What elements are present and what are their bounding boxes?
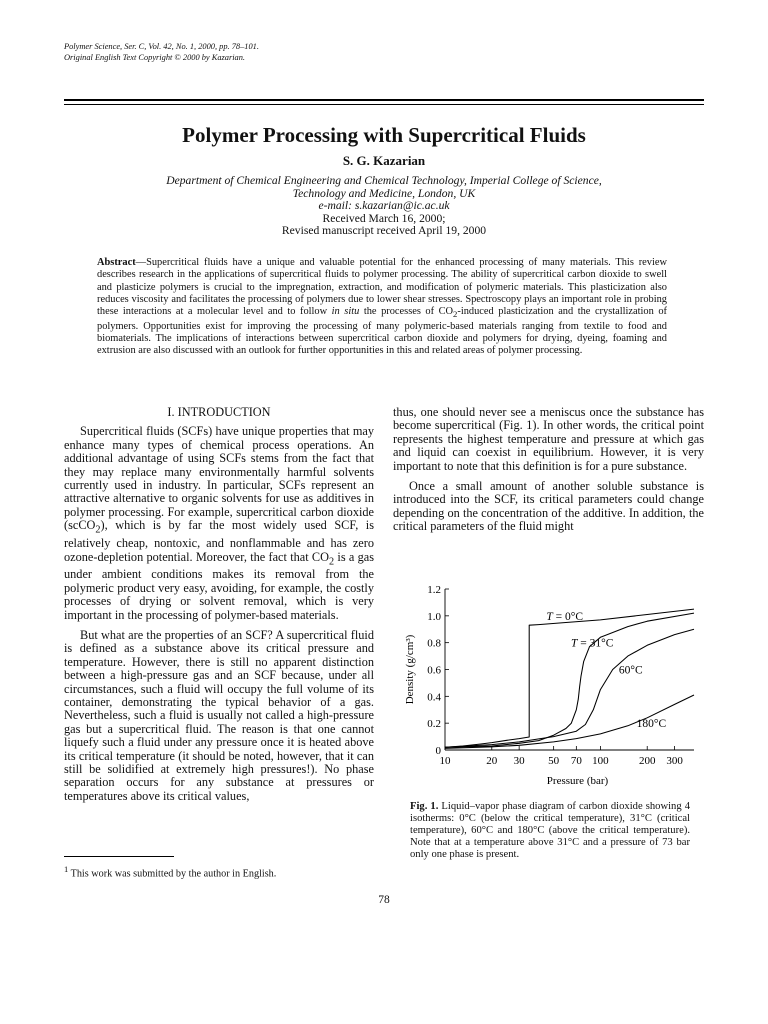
affiliation-line-1: Department of Chemical Engineering and Chemical Technology, Imperial College of Science, — [166, 174, 602, 187]
abstract-in-situ: in situ — [331, 306, 360, 318]
right-paragraph-1: thus, one should never see a meniscus once the substance has become supercritical (Fig. 1). In other words, the critical point represents the highest temperature and pressure at which gas and liquid can coexist in equilibrium. However, it is very important to note that this definition is for a pure substance. — [393, 405, 704, 473]
figure-caption — [410, 801, 690, 861]
x-tick-label: 100 — [592, 755, 609, 767]
isotherm-label-3: 60°C — [618, 664, 643, 677]
x-tick-label: 70 — [570, 755, 582, 767]
isotherm-label-1: T = 0°C — [546, 610, 584, 623]
y-tick-label: 0.8 — [427, 637, 441, 650]
affiliation-block — [120, 175, 648, 238]
footnote-rule — [64, 856, 174, 857]
copyright-line: Original English Text Copyright © 2000 by Kazarian. — [64, 52, 246, 62]
journal-header — [64, 42, 259, 63]
x-tick-label: 300 — [666, 755, 683, 767]
x-tick-label: 20 — [486, 755, 498, 767]
isotherm-label-4: 180°C — [636, 718, 667, 731]
intro-p1-sub-2: 2 — [329, 555, 335, 567]
author-email: e-mail: s.kazarian@ic.ac.uk — [318, 199, 450, 213]
abstract-subscript: 2 — [453, 309, 458, 320]
abstract-text-2: the processes of CO — [359, 306, 454, 318]
y-tick-label: 1.2 — [427, 584, 441, 596]
x-tick-label: 10 — [439, 755, 451, 767]
figure-label: Fig. 1. — [410, 801, 439, 812]
footnote-text: This work was submitted by the author in English. — [68, 868, 277, 880]
section-heading: I. INTRODUCTION — [167, 405, 271, 419]
y-tick-label: 0.4 — [427, 691, 441, 704]
journal-citation: Polymer Science, Ser. C, Vol. 42, No. 1, 2000, pp. 78–101. — [64, 42, 259, 51]
y-axis-label: Density (g/cm³) — [404, 634, 416, 705]
right-column — [393, 406, 704, 541]
x-axis-label: Pressure (bar) — [546, 775, 609, 787]
phase-diagram-svg — [393, 578, 704, 798]
x-tick-label: 50 — [548, 755, 560, 767]
paper-title: Polymer Processing with Supercritical Fluids — [182, 123, 586, 147]
page-number: 78 — [378, 894, 390, 906]
author-name: S. G. Kazarian — [342, 153, 426, 168]
intro-p1-sub: 2 — [95, 524, 101, 536]
received-date: Received March 16, 2000; — [322, 211, 446, 225]
figure-caption-text: Liquid–vapor phase diagram of carbon dioxide showing 4 isotherms: 0°C (below the critical temperature), 31°C (critical temperature), 60°C and 180°C (above the critical temperature). Note that at a temperature above 31°C and a pressure of 73 bar only one phase is present. — [410, 801, 690, 860]
intro-p1-text-a: Supercritical fluids (SCFs) have unique properties that may enhance many types of chemical process operations. An additional advantage of using SCFs stems from the fact that they may replace many environmentally harmful solvents currently used in industry. In particular, SCFs represent an attractive alternative to organic solvents for use as additives in polymer processing. For example, supercritical carbon dioxide (scCO — [64, 424, 374, 533]
abstract-text-1: —Supercritical fluids have a unique and valuable potential for the enhanced processing of many materials. This review describes research in the applications of supercritical fluids to polymer processing. The ability of supercritical carbon dioxide to swell and plasticize polymers is crucial to the impregnation, extraction, and modification of polymeric materials. This plasticization also reduces viscosity and facilitates the processing of polymers due to lower shear stresses. Spectroscopy plays an important role in probing these interactions at a molecular level and to follow — [97, 257, 667, 318]
y-tick-label: 0.2 — [427, 718, 441, 731]
intro-p1-text-b: ), which is by far the most widely used SCF, is relatively cheap, nontoxic, and nonflammable and has zero ozone-depletion potential. Moreover, the fact that CO — [64, 518, 374, 564]
left-column — [64, 406, 374, 810]
revised-date: Revised manuscript received April 19, 2000 — [281, 224, 487, 238]
footnote-mark: 1 — [64, 864, 69, 874]
header-rule-thick — [64, 99, 704, 101]
y-tick-label: 1.0 — [427, 610, 441, 623]
abstract-text-3: -induced plasticization and the crystallization of polymers. Opportunities exist for improving the processing of many polymeric-based materials ranging from textile to food and biomaterials. The implications of interactions between supercritical carbon dioxide and polymers for drying, dyeing, foaming and extrusion are also discussed with an outlook for further opportunities in this and related areas of polymer processing. — [97, 306, 667, 357]
right-paragraph-2: Once a small amount of another soluble substance is introduced into the SCF, its critical parameters could change depending on the concentration of the additive. In addition, the critical parameters of the fluid might — [393, 479, 704, 534]
figure-1-chart — [393, 578, 704, 798]
abstract-label: Abstract — [97, 257, 136, 268]
footnote — [64, 863, 374, 880]
intro-paragraph-2: But what are the properties of an SCF? A supercritical fluid is defined as a substance above its critical pressure and temperature. However, there is still no apparent distinction between a high-pressure gas and an SCF because, under all circumstances, such a fluid will occupy the full volume of its container, demonstrating the typical behavior of a gas. Nevertheless, such a fluid is usually not called a high-pressure gas but a supercritical fluid. The reason is that one cannot liquefy such a fluid under any pressure once it is heated above its critical temperature (it should be noted, however, that it can still be solidified at extremely high pressures!). No phase separation occurs for any substance at pressures or temperatures above its critical values, — [64, 628, 374, 803]
intro-paragraph-1 — [64, 425, 374, 622]
x-tick-label: 200 — [638, 755, 656, 767]
intro-p1-text-c: is a gas under ambient conditions makes its removal from the polymeric product very easy, avoiding, for example, the costly processes of drying or solvent removal, which is very important in the processing of polymer-based materials. — [64, 549, 374, 622]
header-rule-thin — [64, 104, 704, 105]
isotherm-label-2: T = 31°C — [570, 637, 614, 650]
affiliation-line-2: Technology and Medicine, London, UK — [292, 186, 476, 200]
y-tick-label: 0.6 — [427, 664, 441, 677]
abstract — [97, 257, 667, 357]
y-tick-label: 0 — [435, 745, 441, 757]
x-tick-label: 30 — [513, 755, 525, 767]
